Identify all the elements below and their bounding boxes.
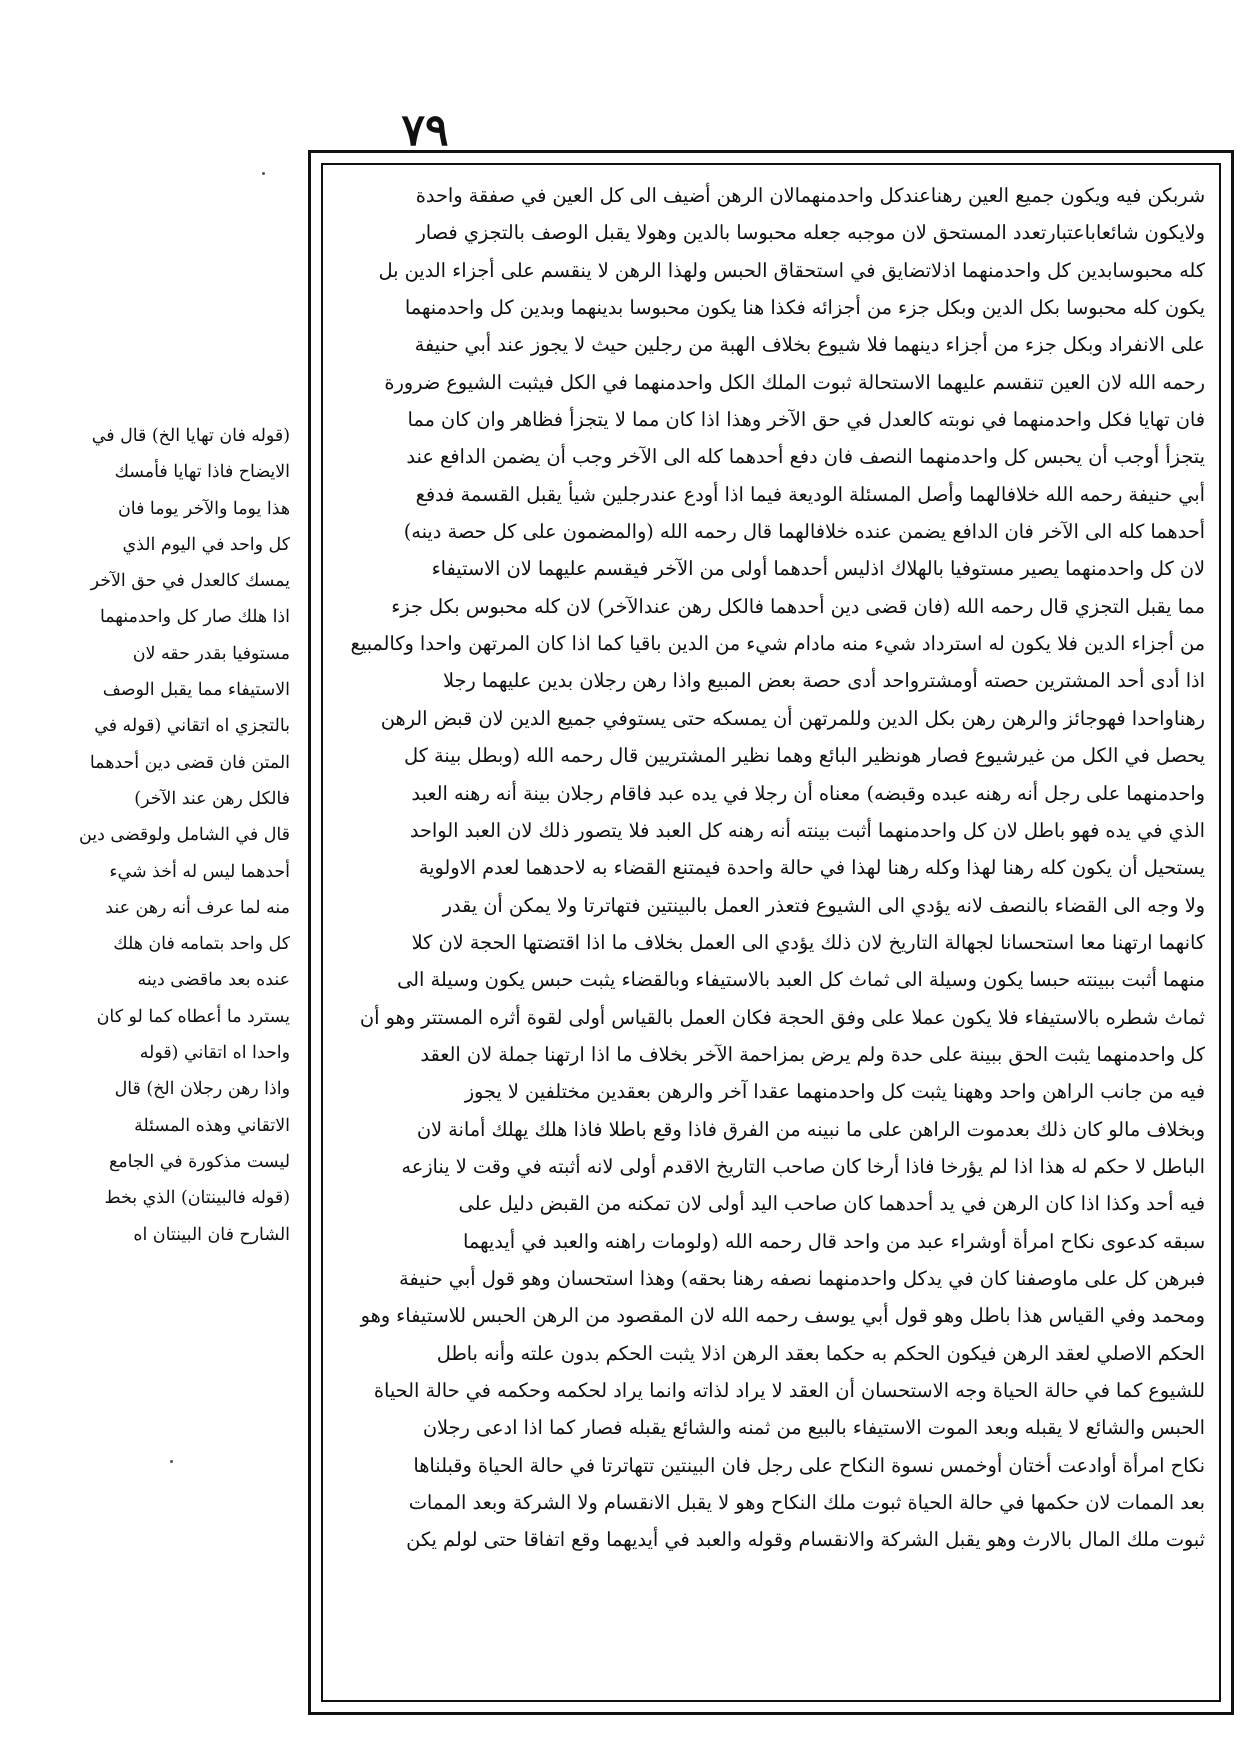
text-line: فيه أحد وكذا اذا كان الرهن في يد أحدهما كان صاحب اليد أولى لان تمكنه من القبض دليل على	[458, 1192, 1205, 1216]
text-line: نكاح امرأة أوادعت أختان أوخمس نسوة النكاح على رجل فان البينتين تتهاترتا في حالة الحياة وقبلناها	[413, 1453, 1205, 1477]
text-line: ولا وجه الى القضاء بالنصف لانه يؤدي الى الشيوع فتعذر العمل بالبينتين فتهاترتا ولا يمكن أن يقدر	[442, 893, 1205, 917]
text-line: واحدمنهما على رجل أنه رهنه عبده وقبضه) معناه أن رجلا في يده عبد فاقام رجلان بينة أنه رهنه العبد	[411, 781, 1205, 805]
text-line: ثبوت ملك المال بالارث وهو يقبل الشركة والانقسام وقوله والعبد في أيديهما وقع اتفاقا حتى لولم يكن	[406, 1528, 1205, 1552]
text-line: اذا أدى أحد المشترين حصته أومشترواحد أدى حصة بعض المبيع واذا رهن رجلان بدين عليهما رجلا	[442, 669, 1205, 693]
margin-line: هذا يوما والآخر يوما فان	[118, 498, 290, 519]
ink-speck	[262, 172, 265, 175]
text-line: لان كل واحدمنهما يصير مستوفيا بالهلاك اذليس أحدهما أولى من الآخر فيقسم عليهما لان الاستيفاء	[431, 557, 1205, 581]
margin-line: واحدا اه اتقاني (قوله	[139, 1043, 290, 1064]
main-text-block	[339, 177, 1205, 1686]
margin-line: كل واحد بتمامه فان هلك	[113, 934, 290, 955]
text-line: منهما أثبت ببينته حبسا يكون وسيلة الى ثماث كل العبد بالاستيفاء وبالقضاء يثبت حبس يكون وسيلة الى	[397, 968, 1205, 992]
margin-line: المتن فان قضى دين أحدهما	[89, 752, 290, 773]
margin-line: كل واحد في اليوم الذي	[122, 534, 290, 555]
ink-speck	[170, 1460, 173, 1463]
text-line: يكون كله محبوسا بكل الدين وبكل جزء من أجزائه فكذا هنا يكون محبوسا بدينهما وبدين كل واحدمنهما	[404, 296, 1205, 320]
margin-line: ليست مذكورة في الجامع	[109, 1151, 290, 1172]
margin-line: الاستيفاء مما يقبل الوصف	[102, 680, 290, 701]
margin-line: بالتجزي اه اتقاني (قوله في	[94, 716, 290, 737]
text-line: وبخلاف مالو كان ذلك بعدموت الراهن على ما نبينه من الفرق فاذا وقع باطلا فاذا هلك يهلك أمانة لان	[416, 1117, 1205, 1141]
text-line: يتجزأ أوجب أن يحبس كل واحدمنهما النصف فان دفع أحدهما كله الى الآخر وجب أن يضمن الدافع عند	[406, 445, 1205, 469]
text-line: كانهما ارتهنا معا استحسانا لجهالة التاريخ لان ذلك يؤدي الى العمل بخلاف ما اذا اقتضتها الحجة لان كلا	[411, 930, 1205, 954]
margin-line: عنده بعد ماقضى دينه	[137, 970, 290, 991]
text-line: أبي حنيفة رحمه الله خلافالهما وأصل المسئلة الوديعة فيما اذا أودع عندرجلين شيأ يقبل القسمة فدفع	[415, 482, 1205, 506]
margin-line: منه لما عرف أنه رهن عند	[105, 897, 290, 918]
text-line: الحكم الاصلي لعقد الرهن فيكون الحكم به حكما بعقد الرهن اذلا يثبت الحكم بدون علته وأنه باطل	[436, 1341, 1205, 1365]
text-line: ومحمد وفي القياس هذا باطل وهو قول أبي يوسف رحمه الله لان المقصود من الرهن الحبس للاستيفاء وهو	[360, 1304, 1205, 1328]
margin-line: (قوله فالبينتان) الذي بخط	[104, 1188, 290, 1209]
margin-line: (قوله فان تهايا الخ) قال في	[91, 426, 290, 446]
page-number: ٧٩	[401, 105, 449, 156]
margin-line: مستوفيا بقدر حقه لان	[132, 643, 290, 664]
text-line: فيه من جانب الراهن واحد وههنا يثبت كل واحدمنهما عقدا آخر والرهن بعقدين مختلفين لا يجوز	[464, 1080, 1205, 1104]
margin-line: يسترد ما أعطاه كما لو كان	[96, 1006, 290, 1027]
text-line: الحبس والشائع لا يقبله وبعد الموت الاستيفاء بالبيع من ثمنه والشائع يقبله فصار كما اذا ادعى رجلان	[422, 1416, 1205, 1440]
text-line: بعد الممات لان حكمها في حالة الحياة ثبوت ملك النكاح وهو لا يقبل الانقسام ولا الشركة وبعد الممات	[408, 1491, 1205, 1515]
margin-line: واذا رهن رجلان الخ) قال	[114, 1079, 290, 1100]
margin-line: الاتقاني وهذه المسئلة	[134, 1115, 290, 1136]
text-line: كل واحدمنهما يثبت الحق ببينة على حدة ولم يرض بمزاحمة الآخر بخلاف ما اذا ارتهنا جملة لان العقد	[420, 1042, 1205, 1066]
text-line: من أجزاء الدين فلا يكون له استرداد شيء منه مادام شيء من الدين باقيا كما اذا كان المرتهن واحدا وكالمبيع	[350, 632, 1205, 656]
margin-line: فالكل رهن عند الآخر)	[134, 788, 290, 809]
text-line: على الانفراد وبكل جزء من أجزاء دينهما فلا شيوع بخلاف الهبة من رجلين حيث لا يجوز عند أبي حنيفة	[414, 333, 1205, 357]
text-frame-inner	[321, 163, 1221, 1702]
text-line: الذي في يده فهو باطل لان كل واحدمنهما أثبت بينته أنه رهنه كل العبد فلا يتصور ذلك لان العبد الواحد	[409, 818, 1205, 842]
text-line: شربكن فيه ويكون جميع العين رهناعندكل واحدمنهمالان الرهن أضيف الى كل العين في صفقة واحدة	[415, 184, 1205, 207]
text-line: ثماث شطره بالاستيفاء فلا يكون عملا على وفق الحجة فكان العمل بالقياس أولى لقوة أثره المستتر وهو أن	[359, 1005, 1205, 1029]
margin-line: قال في الشامل ولوقضى دين	[79, 825, 290, 846]
text-line: يستحيل أن يكون كله رهنا لهذا وكله رهنا لهذا في حالة واحدة فيمتنع القضاء به لاحدهما لعدم الاولوية	[418, 856, 1205, 880]
text-line: سبقه كدعوى نكاح امرأة أوشراء عبد من واحد قال رحمه الله (ولومات راهنه والعبد في أيديهما	[463, 1229, 1205, 1253]
text-line: رحمه الله لان العين تنقسم عليهما الاستحالة ثبوت الملك الكل واحدمنهما في الكل فيثبت الشيوع ضرورة	[384, 370, 1205, 394]
margin-line: اذا هلك صار كل واحدمنهما	[99, 607, 290, 628]
text-line: مما يقبل التجزي قال رحمه الله (فان قضى دين أحدهما فالكل رهن عندالآخر) لان كله محبوس بكل جزء	[391, 594, 1205, 618]
text-line: فان تهايا فكل واحدمنهما في نوبته كالعدل في حق الآخر وهذا اذا كان مما لا يتجزأ فظاهر وان كان مما	[407, 408, 1205, 432]
margin-line: الشارح فان البينتان اه	[133, 1224, 290, 1245]
text-line: يحصل في الكل من غيرشيوع فصار هونظير البائع وهما نظير المشتريين قال رحمه الله (وبطل بينة كل	[404, 744, 1205, 768]
text-frame-outer	[308, 150, 1234, 1715]
text-line: رهناواحدا فهوجائز والرهن رهن بكل الدين وللمرتهن أن يمسكه حتى يستوفي جميع الدين لان قبض الرهن	[380, 706, 1205, 730]
text-line: الباطل لا حكم له هذا اذا لم يؤرخا فاذا أرخا كان صاحب التاريخ الاقدم أولى لانه أثبته في وقت لا ينازعه	[401, 1154, 1205, 1178]
margin-line: الايضاح فاذا تهايا فأمسك	[114, 462, 290, 483]
margin-commentary	[20, 418, 290, 1253]
text-line: فبرهن كل على ماوصفنا كان في يدكل واحدمنهما نصفه رهنا بحقه) وهذا استحسان وهو قول أبي حنيفة	[399, 1266, 1205, 1290]
text-line: أحدهما كله الى الآخر فان الدافع يضمن عنده خلافالهما قال رحمه الله (والمضمون على كل حصة دينه)	[403, 520, 1205, 544]
margin-line: أحدهما ليس له أخذ شيء	[109, 861, 290, 882]
text-line: كله محبوسابدين كل واحدمنهما اذلاتضايق في استحقاق الحبس ولهذا الرهن لا ينقسم على أجزاء الدين بل	[378, 258, 1205, 282]
margin-line: يمسك كالعدل في حق الآخر	[90, 571, 290, 592]
text-line: ولايكون شائعاباعتبارتعدد المستحق لان موجبه جعله محبوسا بالدين وهولا يقبل الوصف بالتجزي فصار	[416, 221, 1205, 245]
text-line: للشيوع كما في حالة الحياة وجه الاستحسان أن العقد لا يراد لذاته وانما يراد لحكمه وحكمه في حالة الحياة	[373, 1379, 1205, 1402]
